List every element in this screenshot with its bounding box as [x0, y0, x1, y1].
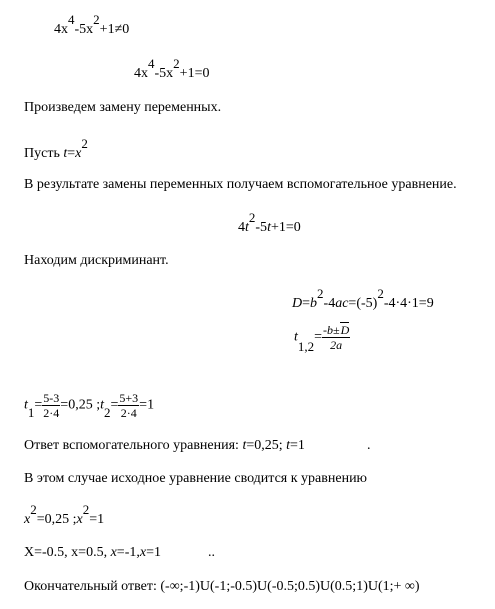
x-values: X=-0.5, x=0.5, x=-1,x=1	[24, 545, 161, 560]
aux-answer: Ответ вспомогательного уравнения: t=0,25; t=1	[24, 438, 305, 453]
text-discriminant: Находим дискриминант.	[24, 253, 169, 268]
root2-fraction: $\frac{5+3}{2\cdot 4}$	[119, 391, 139, 420]
roots-values: t1= $\frac{5-3}{2\cdot 4}$ =0,25 ;t2= $\frac{5+3}{2\cdot 4}$ =1	[24, 391, 155, 420]
equation-4: x2=0,25 ;x2=1	[24, 502, 105, 527]
roots-formula: t1,2= $\frac{-b\pm D}{2a}$	[294, 323, 350, 354]
text-reduce: В этом случае исходное уравнение сводится к уравнению	[24, 471, 368, 486]
equation-3: 4t2-5t+1=0	[238, 210, 301, 235]
equation-2: 4x4-5x2+1=0	[134, 56, 210, 81]
discriminant-formula: D=b2-4ac=(-5)2-4·4·1=9	[292, 286, 434, 311]
text-substitution: Произведем замену переменных.	[24, 100, 222, 115]
final-answer: Окончательный ответ: (-∞;-1)U(-1;-0.5)U(-0.5;0.5)U(0.5;1)U(1;+ ∞)	[24, 579, 420, 594]
let-statement: Пусть t=x2	[24, 136, 88, 161]
equation-1: 4x4-5x2+1≠0	[54, 12, 130, 37]
root1-fraction: $\frac{5-3}{2\cdot 4}$	[43, 391, 60, 420]
text-result: В результате замены переменных получаем вспомогательное уравнение.	[24, 177, 457, 192]
roots-fraction: $\frac{-b\pm D}{2a}$	[323, 323, 350, 352]
x-values-dots: ..	[208, 545, 215, 560]
aux-answer-dot: .	[367, 438, 371, 453]
